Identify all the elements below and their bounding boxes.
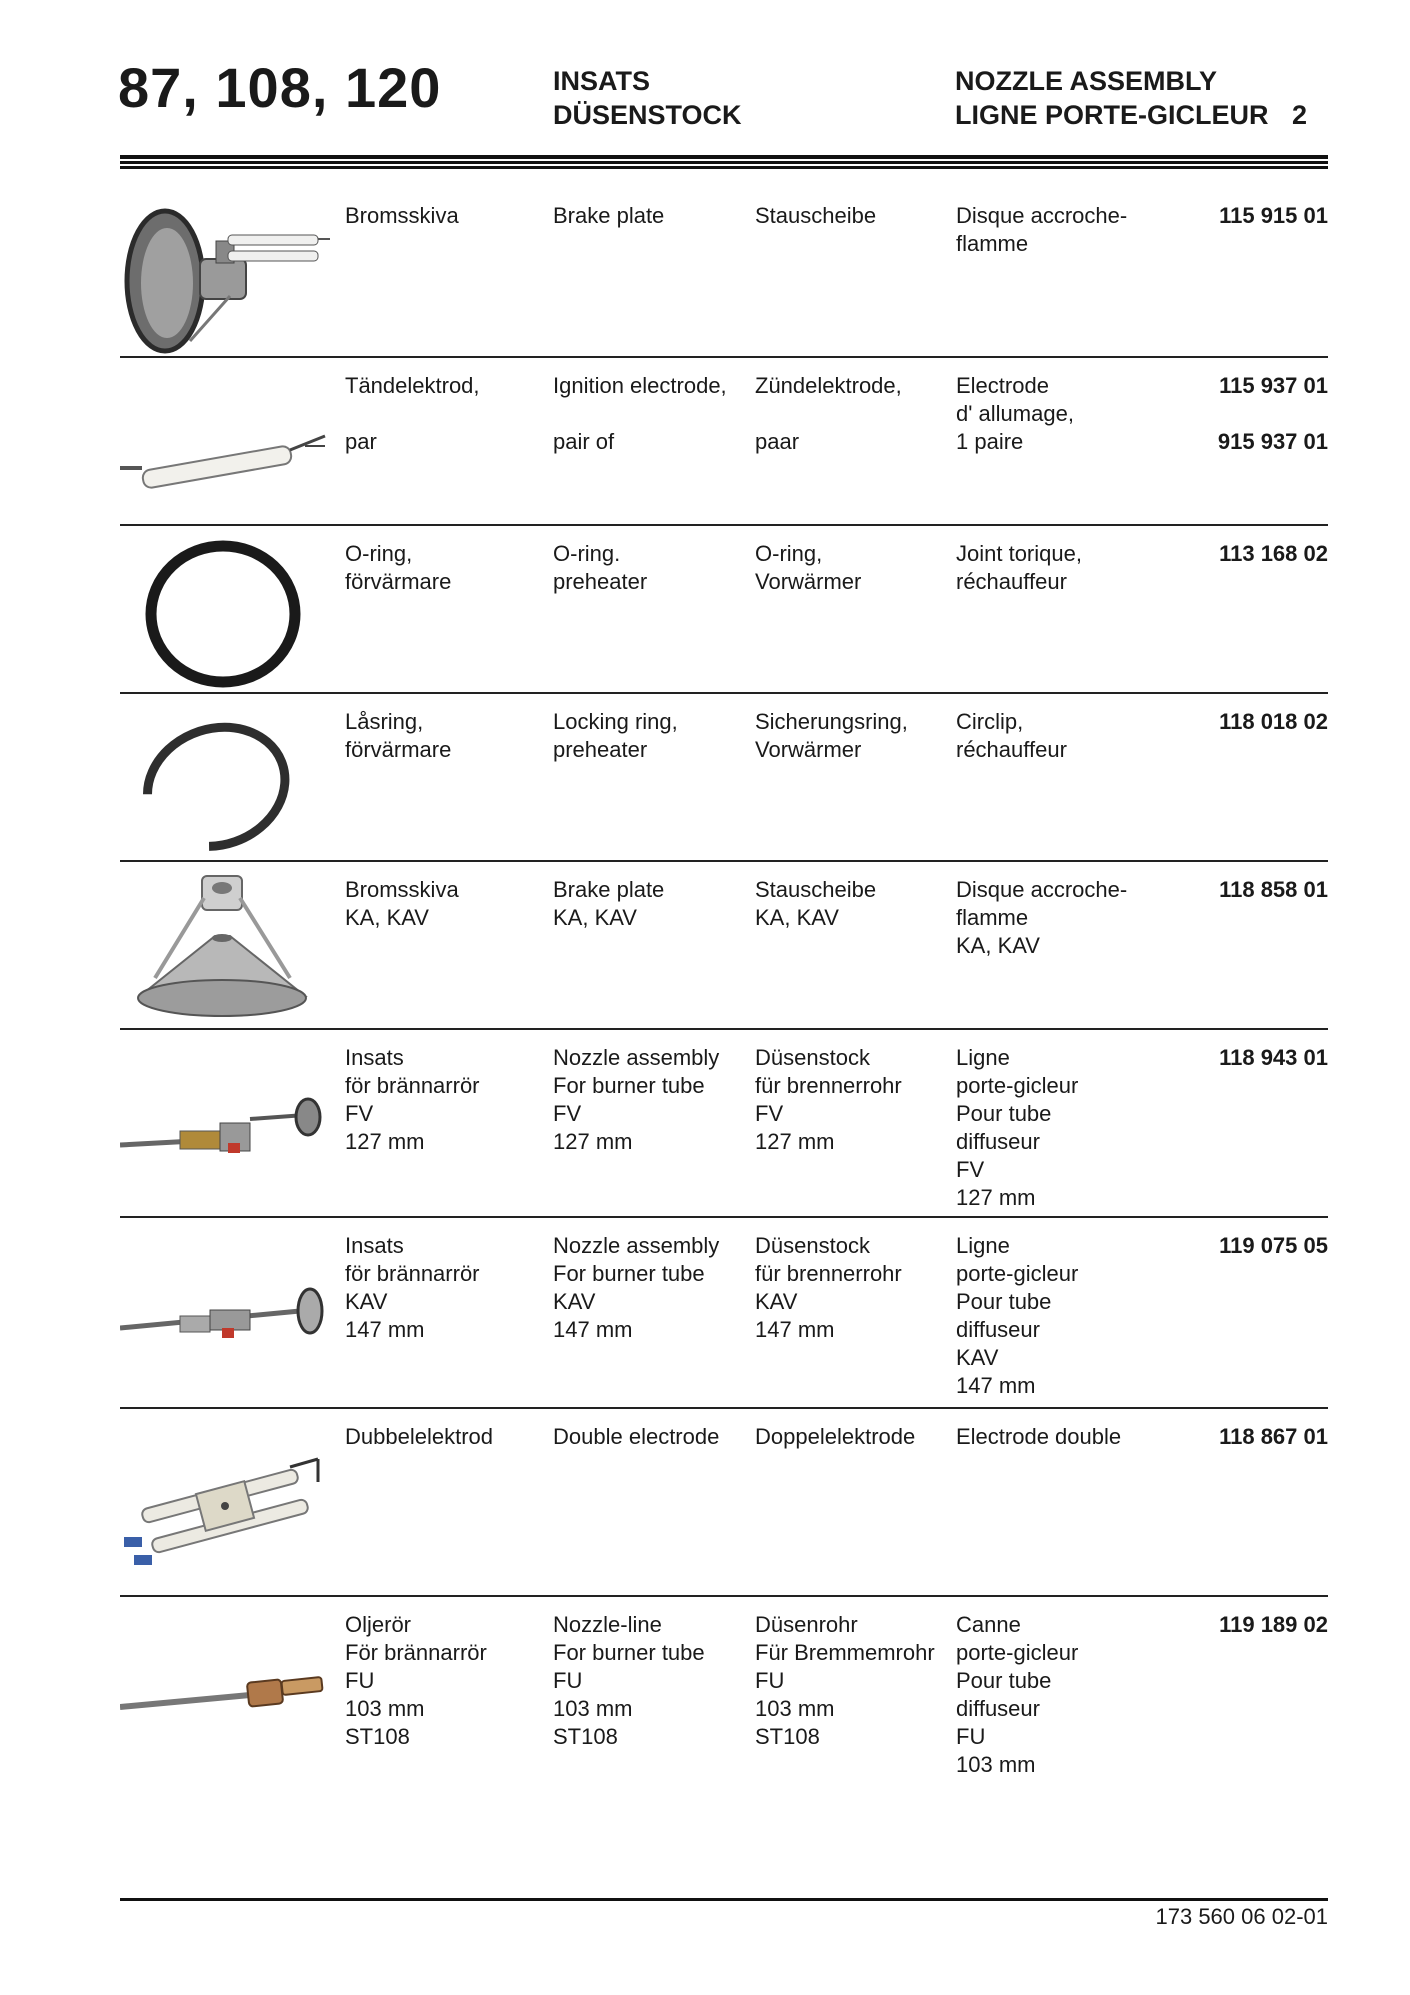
- name-fr: Electrode double: [956, 1424, 1122, 1449]
- name-de: Düsenstock für brennerrohr KAV 147 mm: [755, 1233, 902, 1342]
- name-en: O-ring. preheater: [553, 541, 648, 594]
- title-sv: INSATS: [553, 66, 651, 96]
- name-en: Double electrode: [553, 1424, 720, 1449]
- title-fr-line: [955, 98, 1307, 132]
- name-en: Nozzle assembly For burner tube KAV 147 mm: [553, 1233, 720, 1342]
- name-de: Sicherungsring, Vorwärmer: [755, 709, 908, 762]
- name-fr: Ligne porte-gicleur Pour tube diffuseur FV 127 mm: [956, 1045, 1079, 1210]
- name-sv: Tändelektrod, par: [345, 373, 480, 454]
- name-sv: Dubbelelektrod: [345, 1424, 493, 1449]
- ignition-electrode-image: [120, 406, 330, 496]
- circlip-image: [120, 707, 330, 857]
- parts-row: [120, 1216, 1328, 1407]
- title-en: NOZZLE ASSEMBLY: [955, 66, 1218, 96]
- nozzle-assembly-kav-image: [120, 1266, 330, 1356]
- name-de: Düsenrohr Für Bremmemrohr FU 103 mm ST108: [755, 1612, 935, 1749]
- parts-row: [120, 1407, 1328, 1595]
- model-numbers: 87, 108, 120: [118, 56, 442, 119]
- parts-row: [120, 860, 1328, 1028]
- header-rule: [120, 161, 1328, 164]
- name-sv: Insats för brännarrör FV 127 mm: [345, 1045, 480, 1154]
- nozzle-line-image: [120, 1645, 330, 1735]
- name-de: O-ring, Vorwärmer: [755, 541, 862, 594]
- name-de: Stauscheibe: [755, 203, 877, 228]
- row-divider: [120, 1216, 1328, 1218]
- double-electrode-image: [120, 1437, 330, 1567]
- name-sv: Bromsskiva: [345, 203, 459, 228]
- title-fr: LIGNE PORTE-GICLEUR: [955, 100, 1269, 130]
- parts-row: [120, 524, 1328, 692]
- name-en: Ignition electrode, pair of: [553, 373, 727, 454]
- row-divider: [120, 1028, 1328, 1030]
- document-number: 173 560 06 02-01: [1155, 1904, 1328, 1929]
- name-sv: O-ring, förvärmare: [345, 541, 452, 594]
- header-rule: [120, 155, 1328, 159]
- name-fr: Disque accroche- flamme: [956, 203, 1128, 256]
- name-sv: Insats för brännarrör KAV 147 mm: [345, 1233, 480, 1342]
- part-number: 119 189 02: [1219, 1612, 1328, 1637]
- nozzle-assembly-fv-image: [120, 1083, 330, 1173]
- part-number: 119 075 05: [1219, 1233, 1328, 1258]
- part-number: 115 937 01: [1219, 373, 1328, 398]
- name-de: Doppelelektrode: [755, 1424, 916, 1449]
- name-fr: Ligne porte-gicleur Pour tube diffuseur KAV 147 mm: [956, 1233, 1079, 1398]
- name-fr: Disque accroche- flamme KA, KAV: [956, 877, 1128, 958]
- name-fr: Circlip, réchauffeur: [956, 709, 1067, 762]
- name-sv: Oljerör För brännarrör FU 103 mm ST108: [345, 1612, 487, 1749]
- row-divider: [120, 356, 1328, 358]
- header-rule: [120, 166, 1328, 169]
- part-number: 113 168 02: [1219, 541, 1328, 566]
- name-sv: Låsring, förvärmare: [345, 709, 452, 762]
- name-de: Stauscheibe KA, KAV: [755, 877, 877, 930]
- name-en: Nozzle-line For burner tube FU 103 mm ST108: [553, 1612, 705, 1749]
- name-en: Brake plate KA, KAV: [553, 877, 665, 930]
- parts-row: [120, 356, 1328, 524]
- title-en-fr: [955, 64, 1307, 132]
- parts-row: [120, 1595, 1328, 1795]
- part-number: 118 858 01: [1219, 877, 1328, 902]
- title-sv-de: [553, 64, 742, 132]
- name-sv: Bromsskiva KA, KAV: [345, 877, 459, 930]
- parts-row: [120, 1028, 1328, 1216]
- name-en: Locking ring, preheater: [553, 709, 678, 762]
- name-en: Brake plate: [553, 203, 665, 228]
- name-de: Zündelektrode, paar: [755, 373, 902, 454]
- title-de: DÜSENSTOCK: [553, 100, 742, 130]
- part-number-pair: 915 937 01: [1217, 429, 1328, 454]
- name-en: Nozzle assembly For burner tube FV 127 mm: [553, 1045, 720, 1154]
- parts-row: [120, 186, 1328, 356]
- brake-plate-with-bracket-image: [120, 201, 330, 356]
- name-fr: Joint torique, réchauffeur: [956, 541, 1082, 594]
- row-divider: [120, 692, 1328, 694]
- name-fr: Electrode d' allumage, 1 paire: [956, 373, 1074, 454]
- page-number: 2: [1292, 100, 1308, 130]
- parts-row: [120, 692, 1328, 860]
- footer-rule: [120, 1898, 1328, 1901]
- part-number: 115 915 01: [1219, 203, 1328, 228]
- part-number: 118 943 01: [1219, 1045, 1328, 1070]
- row-divider: [120, 860, 1328, 862]
- o-ring-image: [120, 534, 330, 689]
- name-fr: Canne porte-gicleur Pour tube diffuseur FU 103 mm: [956, 1612, 1079, 1777]
- name-de: Düsenstock für brennerrohr FV 127 mm: [755, 1045, 902, 1154]
- row-divider: [120, 1595, 1328, 1597]
- row-divider: [120, 524, 1328, 526]
- row-divider: [120, 1407, 1328, 1409]
- part-number: 118 867 01: [1219, 1424, 1328, 1449]
- part-number: 118 018 02: [1219, 709, 1328, 734]
- cone-brake-plate-image: [120, 868, 330, 1026]
